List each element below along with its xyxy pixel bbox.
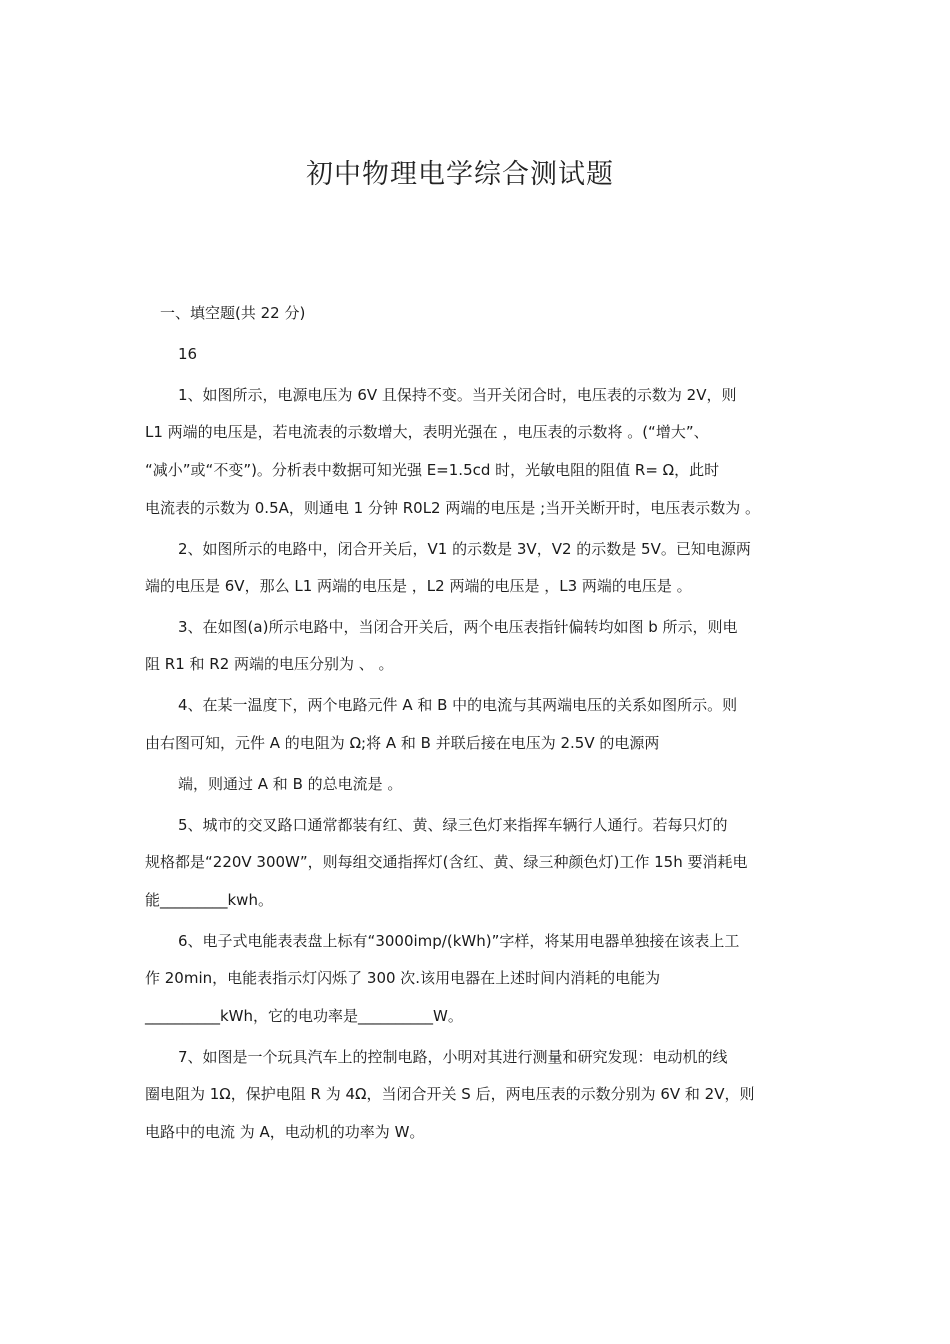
question-5-line-1: 5、城市的交叉路口通常都装有红、黄、绿三色灯来指挥车辆行人通行。若每只灯的 [178, 816, 728, 834]
question-3-line-1: 3、在如图(a)所示电路中，当闭合开关后，两个电压表指针偏转均如图 b 所示，则电 [178, 618, 738, 636]
question-5-line-3: 能_________kwh。 [145, 891, 273, 909]
score-note: 16 [178, 345, 198, 363]
question-1-line-4: 电流表的示数为 0.5A，则通电 1 分钟 R0L2 两端的电压是 ;当开关断开时，电压表示数为 。 [145, 499, 760, 517]
question-6-line-1: 6、电子式电能表表盘上标有“3000imp/(kWh)”字样，将某用电器单独接在该表上工 [178, 932, 740, 950]
document-title: 初中物理电学综合测试题 [306, 159, 614, 190]
question-3-line-2: 阻 R1 和 R2 两端的电压分别为 、 。 [145, 655, 394, 673]
question-2-line-1: 2、如图所示的电路中，闭合开关后，V1 的示数是 3V，V2 的示数是 5V。已知电源两 [178, 540, 751, 558]
question-2-line-2: 端的电压是 6V，那么 L1 两端的电压是 ，L2 两端的电压是 ，L3 两端的电压是 。 [145, 577, 692, 595]
question-1-line-1: 1、如图所示，电源电压为 6V 且保持不变。当开关闭合时，电压表的示数为 2V，则 [178, 386, 737, 404]
section-heading: 一、填空题(共 22 分) [160, 304, 306, 322]
question-1-line-2: L1 两端的电压是，若电流表的示数增大，表明光强在 ，电压表的示数将 。(“增大”、 [145, 423, 709, 441]
question-7-line-1: 7、如图是一个玩具汽车上的控制电路，小明对其进行测量和研究发现：电动机的线 [178, 1048, 728, 1066]
question-6-line-3: __________kWh，它的电功率是__________W。 [145, 1007, 463, 1025]
question-7-line-3: 电路中的电流 为 A，电动机的功率为 W。 [145, 1123, 425, 1141]
question-4-line-3: 端，则通过 A 和 B 的总电流是 。 [178, 775, 403, 793]
question-1-line-3: “减小”或“不变”)。分析表中数据可知光强 E=1.5cd 时，光敏电阻的阻值 R= Ω，此时 [145, 461, 720, 479]
question-4-line-1: 4、在某一温度下，两个电路元件 A 和 B 中的电流与其两端电压的关系如图所示。则 [178, 696, 738, 714]
question-6-line-2: 作 20min，电能表指示灯闪烁了 300 次.该用电器在上述时间内消耗的电能为 [145, 969, 661, 987]
question-7-line-2: 圈电阻为 1Ω，保护电阻 R 为 4Ω，当闭合开关 S 后，两电压表的示数分别为 6V 和 2V，则 [145, 1085, 755, 1103]
question-4-line-2: 由右图可知，元件 A 的电阻为 Ω;将 A 和 B 并联后接在电压为 2.5V 的电源两 [145, 734, 660, 752]
question-5-line-2: 规格都是“220V 300W”，则每组交通指挥灯(含红、黄、绿三种颜色灯)工作 15h 要消耗电 [145, 853, 748, 871]
